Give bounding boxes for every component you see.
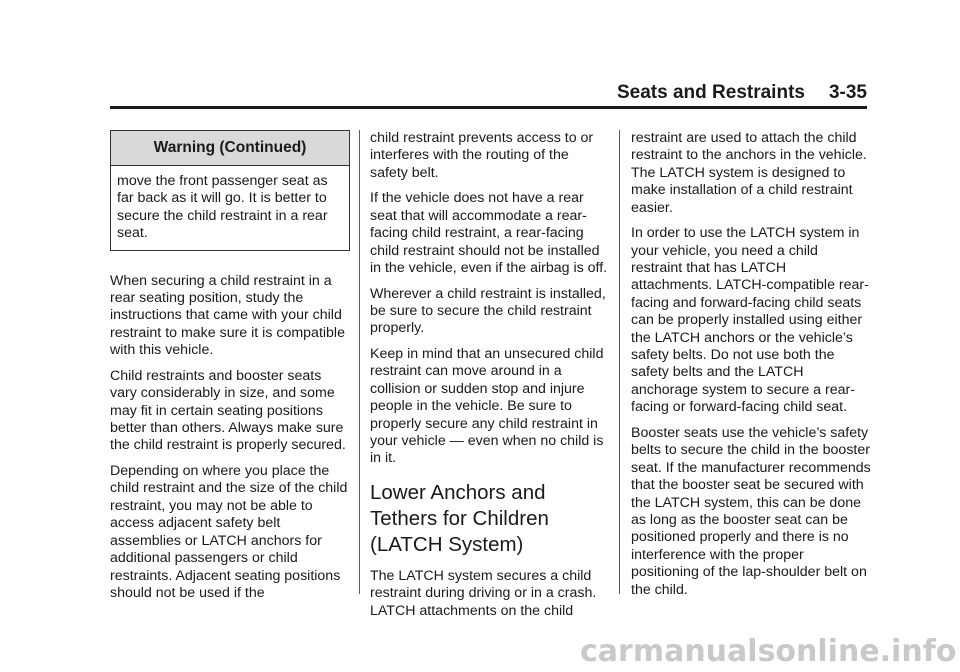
column-3 <box>631 130 871 607</box>
paragraph: Booster seats use the vehicle’s safety belts to secure the child in the booster seat. If the manufacturer recommends that the booster seat be secured with the LATCH system, this can be done as long as the booster seat can be positioned properly and there is no interference with the proper positioning of the lap-shoulder belt on the child. <box>631 424 871 598</box>
paragraph: If the vehicle does not have a rear seat that will accommodate a rear-facing child restraint, a rear-facing child restraint should not be installed in the vehicle, even if the airbag is off. <box>370 190 608 277</box>
column-divider-2 <box>619 130 620 594</box>
paragraph: Depending on where you place the child restraint and the size of the child restraint, you may not be able to access adjacent safety belt assemblies or LATCH anchors for additional passengers or child restraints. Adjacent seating positions should not be used if the <box>110 463 348 601</box>
column-divider-1 <box>359 130 360 594</box>
watermark-logo: carmanualsonline.info <box>580 634 957 669</box>
column-1 <box>110 130 350 611</box>
paragraph: Keep in mind that an unsecured child restraint can move around in a collision or sudden stop and injure people in the vehicle. Be sure to properly secure any child restraint in your vehicle — even when no child is in it. <box>370 346 604 467</box>
warning-body: move the front passenger seat as far back as it will go. It is better to secure the child restraint in a rear seat. <box>117 173 328 242</box>
paragraph: The LATCH system secures a child restraint during driving or in a crash. LATCH attachments on the child <box>370 567 597 619</box>
paragraph: restraint are used to attach the child restraint to the anchors in the vehicle. The LATCH system is designed to make installation of a child restraint easier. <box>631 130 867 216</box>
header-rule <box>110 106 867 109</box>
section-title: Seats and Restraints <box>617 82 805 103</box>
paragraph: When securing a child restraint in a rear seating position, study the instructions that came with your child restraint to make sure it is compatible with this vehicle. <box>110 272 345 359</box>
paragraph: Child restraints and booster seats vary considerably in size, and some may fit in certain seating positions better than others. Always make sure the child restraint is properly secured. <box>110 367 346 454</box>
section-heading: Lower Anchors and Tethers for Children (LATCH System) <box>370 480 549 556</box>
page-header <box>110 80 867 104</box>
paragraph: child restraint prevents access to or interferes with the routing of the safety belt. <box>370 130 594 181</box>
column-2 <box>370 130 610 628</box>
page-number: 3-35 <box>828 82 867 103</box>
warning-box <box>110 130 350 251</box>
warning-title: Warning (Continued) <box>111 131 349 166</box>
paragraph: Wherever a child restraint is installed, be sure to secure the child restraint properly. <box>370 285 606 337</box>
paragraph: In order to use the LATCH system in your vehicle, you need a child restraint that has LATCH attachments. LATCH-compatible rear-facing and forward-facing child seats can be properly installed using either the LATCH anchors or the vehicle’s safety belts. Do not use both the safety belts and the LATCH anchorage system to secure a rear-facing or forward-facing child seat. <box>631 225 869 416</box>
